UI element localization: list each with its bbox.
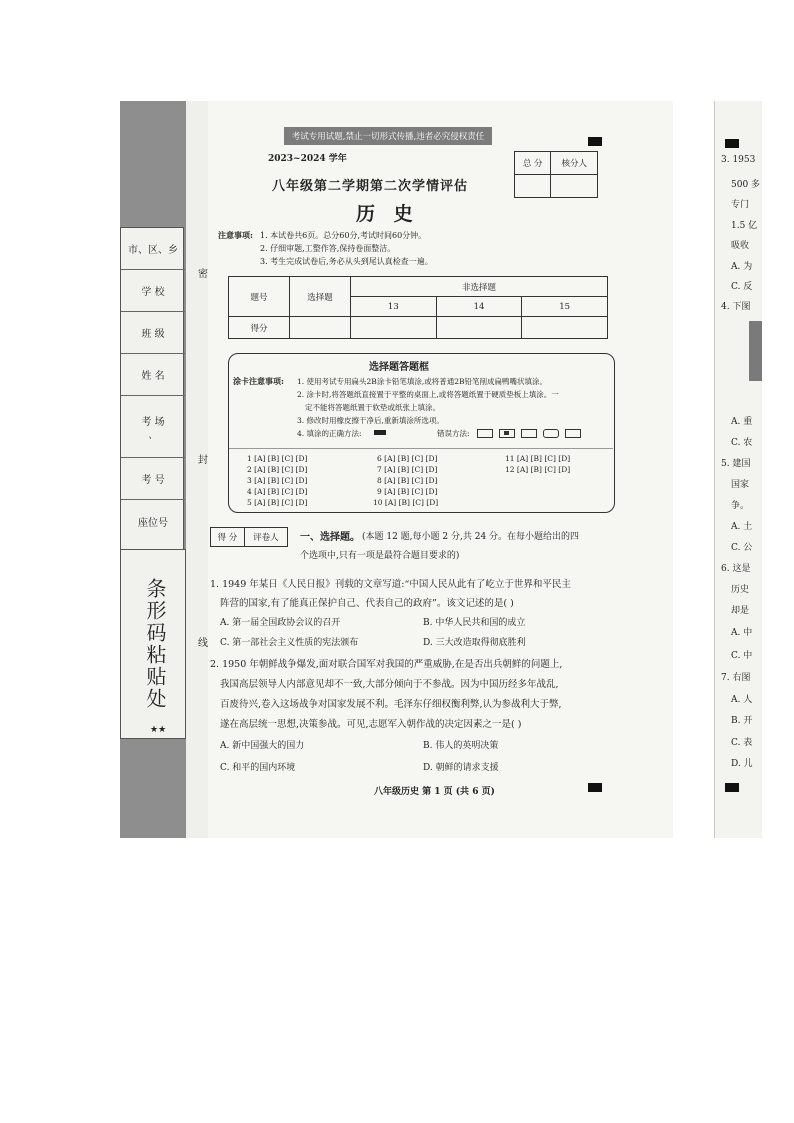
fragment-text: 国家 [731, 480, 750, 490]
exam-title: 八年级第二学期第二次学情评估 [272, 179, 469, 194]
field-label: 考 场 [141, 416, 165, 428]
answer-note-1: 1. 使用考试专用扁头2B涂卡铅笔填涂,或将普通2B铅笔削成扁鸭嘴状填涂。 [297, 377, 547, 386]
next-page-fragment [714, 101, 762, 838]
q4-fragment: 4. 下图 [721, 302, 751, 312]
seal-char-feng: 封 [198, 455, 208, 466]
q2-option-b[interactable]: B. 伟人的英明决策 [423, 741, 499, 751]
exam-page [208, 101, 761, 838]
school-year: 2023~2024 学年 [268, 154, 347, 164]
bubble-row-7[interactable]: 7 [A] [B] [C] [D] [377, 465, 438, 474]
score-table [228, 276, 608, 339]
field-label: 市、区、乡 [128, 245, 178, 256]
grader-label: 评卷人 [244, 528, 287, 547]
col-14: 14 [436, 297, 522, 317]
score-cell[interactable] [522, 317, 608, 339]
alignment-marker [725, 783, 739, 792]
section1-desc-1: (本题 12 题,每小题 2 分,共 24 分。在每小题给出的四 [362, 532, 580, 542]
score-cell[interactable] [351, 317, 437, 339]
info-field-school [121, 270, 185, 312]
q1-stem-2: 阵营的国家,有了能真正保护自己、代表自己的政府”。该文记述的是( ) [220, 598, 514, 609]
barcode-label: 条形码粘贴处 [143, 578, 167, 710]
q2-stem-2: 我国高层领导人内部意见却不一致,大部分倾向于不参战。因为中国历经多年战乱, [220, 679, 559, 690]
stars: ★★ [150, 725, 167, 735]
answer-note-2: 2. 涂卡时,将答题纸直接置于平整的桌面上,或将答题纸置于硬质垫板上填涂。一 [297, 390, 559, 399]
bubble-row-8[interactable]: 8 [A] [B] [C] [D] [377, 476, 438, 485]
q2-stem-1: 2. 1950 年朝鲜战争爆发,面对联合国军对我国的严重威胁,在是否出兵朝鲜的问题上, [210, 659, 563, 670]
q1-option-b[interactable]: B. 中华人民共和国的成立 [423, 618, 526, 628]
document-photo [120, 101, 761, 838]
note-1: 1. 本试卷共6页。总分60分,考试时间60分钟。 [260, 231, 427, 240]
fragment-text: A. 重 [731, 417, 753, 427]
page-footer: 八年级历史 第 1 页 (共 6 页) [374, 787, 495, 797]
q-number-label: 题号 [229, 277, 290, 317]
score-cell[interactable] [436, 317, 522, 339]
q2-stem-3: 百废待兴,卷入这场战争对国家发展不利。毛泽东仔细权衡利弊,认为参战利大于弊, [220, 699, 562, 710]
info-field-class [121, 312, 185, 354]
q1-option-d[interactable]: D. 三大改造取得彻底胜利 [423, 638, 526, 648]
grader-score-label: 得 分 [211, 528, 245, 547]
q2-stem-4: 遂在高层统一思想,决策参战。可见,志愿军入朝作战的决定因素之一是( ) [220, 719, 522, 730]
answer-notes-label: 涂卡注意事项: [233, 376, 284, 386]
choice-label: 选择题 [290, 277, 351, 317]
q1-option-a[interactable]: A. 第一届全国政协会议的召开 [220, 618, 341, 628]
bubble-row-10[interactable]: 10 [A] [B] [C] [D] [373, 498, 439, 507]
fragment-text: 1.5 亿 [731, 221, 758, 231]
bubble-row-12[interactable]: 12 [A] [B] [C] [D] [505, 465, 571, 474]
q2-option-c[interactable]: C. 和平的国内环境 [220, 763, 296, 773]
answer-note-2b: 定不能将答题纸置于软垫或纸张上填涂。 [305, 403, 440, 412]
fragment-text: 历史 [731, 585, 750, 595]
notes-label: 注意事项: [218, 230, 253, 240]
fragment-text: A. 为 [731, 262, 753, 272]
info-field-district [121, 228, 185, 270]
bubble-row-9[interactable]: 9 [A] [B] [C] [D] [377, 487, 438, 496]
fragment-text: 专门 [731, 200, 750, 210]
q5-fragment: 5. 建国 [721, 459, 751, 469]
alignment-marker [588, 137, 602, 146]
answer-divider [229, 448, 613, 449]
answer-box-title: 选择题答题框 [369, 362, 429, 373]
bubble-row-5[interactable]: 5 [A] [B] [C] [D] [247, 498, 308, 507]
info-field-exam-number [121, 458, 185, 500]
note-3: 3. 考生完成试卷后,务必从头到尾认真检查一遍。 [260, 257, 433, 266]
section1-title: 一、选择题。 [300, 532, 360, 543]
fragment-text: C. 表 [731, 738, 753, 748]
bubble-row-3[interactable]: 3 [A] [B] [C] [D] [247, 476, 308, 485]
photo-fragment [749, 321, 762, 381]
q2-option-a[interactable]: A. 新中国强大的国力 [220, 741, 305, 751]
section1-desc-2: 个选项中,只有一项是最符合题目要求的) [300, 551, 460, 561]
copyright-banner: 考试专用试题,禁止一切形式传播,违者必究侵权责任 [284, 127, 492, 145]
field-label: 考 号 [141, 475, 165, 486]
info-field-name [121, 354, 185, 396]
alignment-marker [725, 139, 739, 148]
fragment-text: 吸收 [731, 241, 750, 251]
fragment-text: A. 土 [731, 522, 753, 532]
score-label: 得分 [229, 317, 290, 339]
answer-note-4: 4. 填涂的正确方法: [297, 429, 362, 438]
checker-cell[interactable] [551, 175, 598, 198]
note-2: 2. 仔细审题,工整作答,保持卷面整洁。 [260, 244, 396, 253]
fragment-text: 争。 [731, 501, 750, 511]
bubble-row-6[interactable]: 6 [A] [B] [C] [D] [377, 454, 438, 463]
q1-stem-1: 1. 1949 年某日《人民日报》刊载的文章写道:“中国人民从此有了屹立于世界和平民主 [210, 579, 571, 590]
bubble-row-4[interactable]: 4 [A] [B] [C] [D] [247, 487, 308, 496]
total-label: 总 分 [515, 152, 551, 175]
total-cell[interactable] [515, 175, 551, 198]
col-15: 15 [522, 297, 608, 317]
score-cell[interactable] [290, 317, 351, 339]
fragment-text: C. 公 [731, 543, 753, 553]
fragment-text: A. 中 [731, 628, 753, 638]
fragment-text: B. 开 [731, 716, 753, 726]
q2-option-d[interactable]: D. 朝鲜的请求支援 [423, 763, 499, 773]
col-13: 13 [351, 297, 437, 317]
bubble-row-2[interactable]: 2 [A] [B] [C] [D] [247, 465, 308, 474]
total-score-table [514, 151, 598, 198]
correct-fill-sample [374, 430, 386, 435]
bubble-row-11[interactable]: 11 [A] [B] [C] [D] [505, 454, 571, 463]
answer-note-3: 3. 修改时用橡皮擦干净后,重新填涂所选项。 [297, 416, 444, 425]
field-label: 姓 名 [141, 371, 165, 382]
fragment-text: C. 中 [731, 651, 753, 661]
fragment-text: D. 儿 [731, 759, 753, 769]
q1-option-c[interactable]: C. 第一部社会主义性质的宪法颁布 [220, 638, 359, 648]
fragment-text: 500 多 [731, 180, 761, 190]
bubble-row-1[interactable]: 1 [A] [B] [C] [D] [247, 454, 308, 463]
q6-fragment: 6. 这是 [721, 564, 751, 574]
barcode-area [120, 549, 186, 739]
seal-char-mi: 密 [198, 269, 208, 280]
field-label: 座位号 [138, 517, 168, 529]
alignment-marker [588, 783, 602, 792]
subject-title: 历 史 [356, 203, 419, 225]
seal-char-xian: 线 [198, 638, 208, 649]
wrong-fill-samples [477, 429, 597, 437]
grader-table [210, 527, 288, 547]
q7-fragment: 7. 右图 [721, 673, 751, 683]
fragment-text: A. 人 [731, 695, 753, 705]
non-choice-label: 非选择题 [351, 277, 608, 297]
checker-label: 核分人 [551, 152, 598, 175]
fragment-text: C. 农 [731, 438, 753, 448]
field-label: 班 级 [141, 329, 165, 340]
field-label: 学 校 [141, 287, 165, 298]
wrong-method-label: 错误方法: [437, 429, 470, 438]
answer-box [228, 353, 615, 513]
fragment-text: 却是 [731, 606, 750, 616]
q3-fragment: 3. 1953 [721, 155, 756, 165]
info-field-seat [121, 500, 185, 542]
fragment-text: C. 反 [731, 282, 753, 292]
binding-strip [120, 101, 186, 838]
info-field-exam-room: 考 场 、 [121, 396, 185, 458]
